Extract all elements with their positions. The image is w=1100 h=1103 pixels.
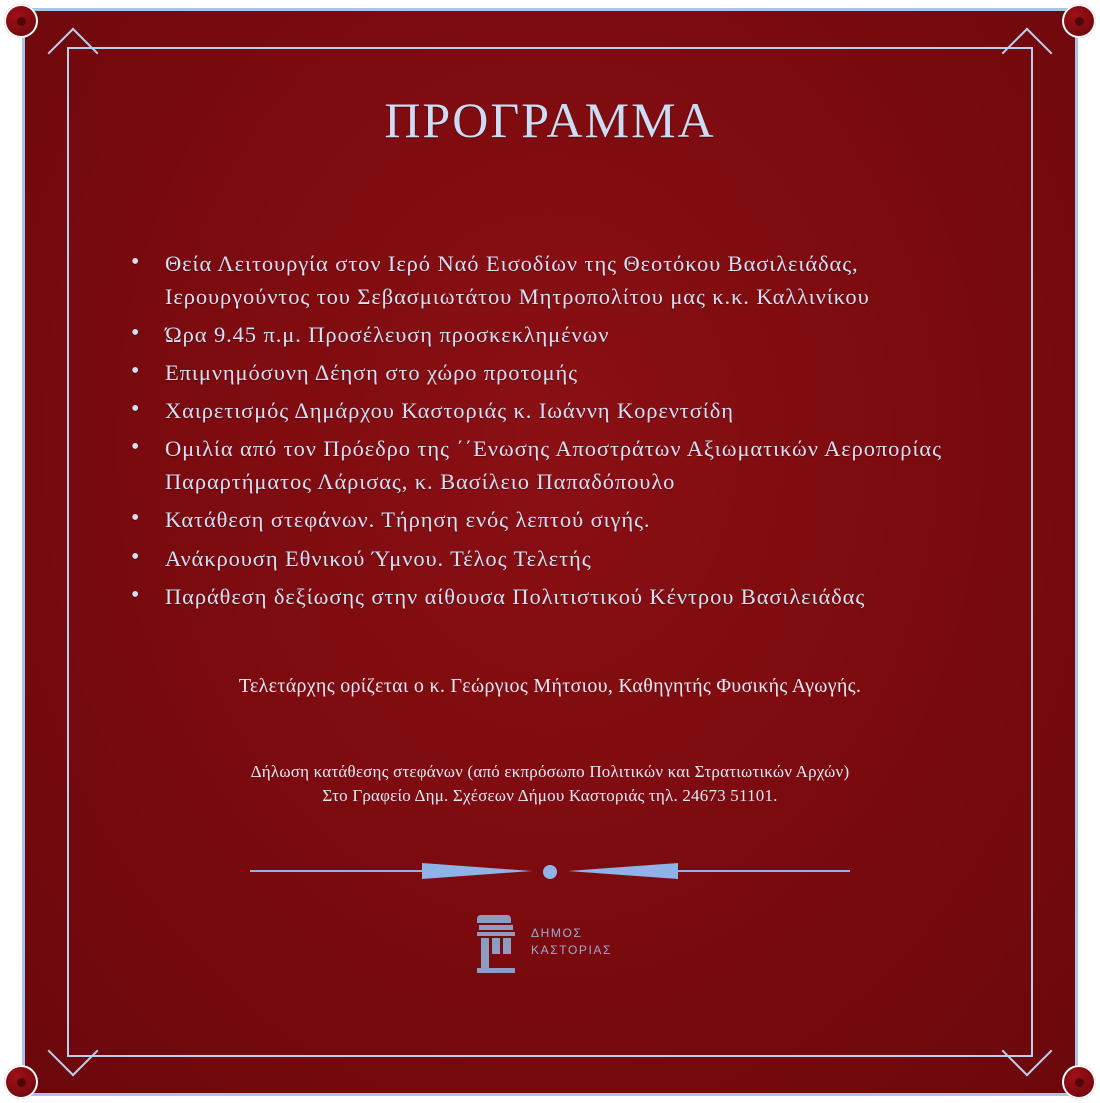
program-list xyxy=(95,247,1005,613)
list-item: • Ανάκρουση Εθνικού Ύμνου. Τέλος Τελετής xyxy=(123,542,1005,575)
list-item: • Θεία Λειτουργία στον Ιερό Ναό Εισοδίων της Θεοτόκου Βασιλειάδας, Ιερουργούντος του Σεβασμιωτάτου Μητροπολίτου μας κ.κ. Καλλινίκου xyxy=(123,247,1005,313)
corner-screw-top-left xyxy=(4,4,38,38)
screw-dot xyxy=(1075,1078,1084,1087)
list-item: • Χαιρετισμός Δημάρχου Καστοριάς κ. Ιωάννη Κορεντσίδη xyxy=(123,394,1005,427)
divider-bar-right xyxy=(678,870,850,872)
castoria-monument-icon xyxy=(467,909,523,973)
screw-dot xyxy=(17,17,26,26)
corner-screw-bottom-left xyxy=(4,1065,38,1099)
list-item: • Ώρα 9.45 π.μ. Προσέλευση προσκεκλημένων xyxy=(123,318,1005,351)
page-title: ΠΡΟΓΡΑΜΜΑ xyxy=(384,92,716,148)
program-plaque xyxy=(22,8,1078,1096)
corner-screw-bottom-right xyxy=(1062,1065,1096,1099)
screw-dot xyxy=(17,1078,26,1087)
logo-text-line-1: ΔΗΜΟΣ xyxy=(531,925,583,940)
divider-triangle-left xyxy=(422,863,532,879)
ceremony-master-note: Τελετάρχης ορίζεται ο κ. Γεώργιος Μήτσιου, Καθηγητής Φυσικής Αγωγής. xyxy=(238,674,862,697)
list-item: • Ομιλία από τον Πρόεδρο της ΄΄Ενωσης Αποστράτων Αξιωματικών Αεροπορίας Παραρτήματος Λάρισας, κ. Βασίλειο Παπαδόπουλο xyxy=(123,432,1005,498)
logo-text-line-2: ΚΑΣΤΟΡΙΑΣ xyxy=(531,943,613,958)
screw-dot xyxy=(1075,17,1084,26)
municipality-logo xyxy=(455,909,645,975)
wreath-declaration-note xyxy=(95,760,1005,809)
divider-center-dot xyxy=(543,865,557,879)
divider-bar-left xyxy=(250,870,422,872)
divider-ornament xyxy=(250,859,850,883)
divider-triangle-right xyxy=(568,863,678,879)
list-item: • Επιμνημόσυνη Δέηση στο χώρο προτομής xyxy=(123,356,1005,389)
wreath-note-line-2: Στο Γραφείο Δημ. Σχέσεων Δήμου Καστοριάς τηλ. 24673 51101. xyxy=(322,786,778,806)
wreath-note-line-1: Δήλωση κατάθεσης στεφάνων (από εκπρόσωπο Πολιτικών και Στρατιωτικών Αρχών) xyxy=(250,761,850,781)
list-item: • Παράθεση δεξίωσης στην αίθουσα Πολιτιστικού Κέντρου Βασιλειάδας xyxy=(123,580,1005,613)
logo-text xyxy=(531,925,612,960)
corner-screw-top-right xyxy=(1062,4,1096,38)
list-item: • Κατάθεση στεφάνων. Τήρηση ενός λεπτού σιγής. xyxy=(123,503,1005,536)
plaque-content xyxy=(25,11,1075,1093)
